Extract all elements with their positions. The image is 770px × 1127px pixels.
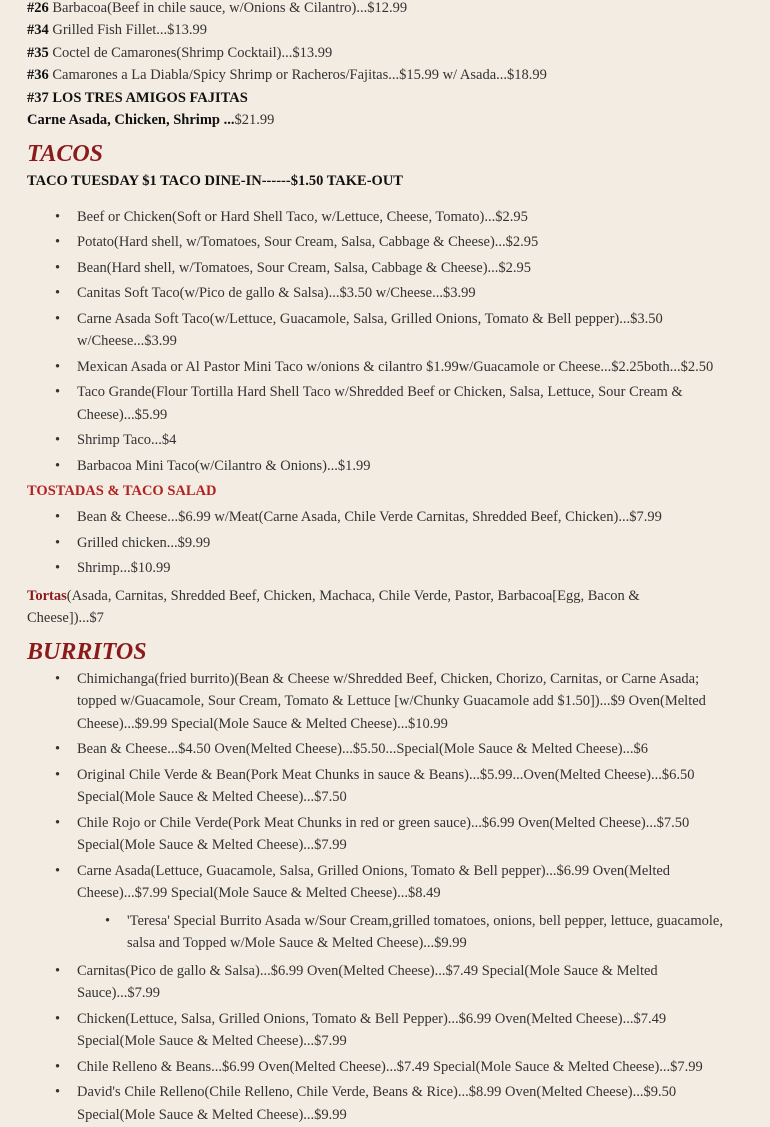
list-item: • Chimichanga(fried burrito)(Bean & Cheese w/Shredded Beef, Chicken, Chorizo, Carnitas, or Carne Asada; topped w/Guacamole, Sour Cream, Tomato & Lettuce [w/Chunky Guacamole add $1.50])...$9 Oven(Melted Cheese)...$9.99 Special(Mole Sauce & Melted Cheese)...$10.99 [77, 668, 770, 736]
list-item: • Carne Asada Soft Taco(w/Lettuce, Guacamole, Salsa, Grilled Onions, Tomato & Bell pepper)...$3.50 w/Cheese...$3.99 [77, 308, 770, 353]
list-item: • Shrimp...$10.99 [77, 557, 770, 580]
list-item: • Bean & Cheese...$4.50 Oven(Melted Cheese)...$5.50...Special(Mole Sauce & Melted Cheese)...$6 [77, 738, 770, 761]
menu-item-34: #34 Grilled Fish Fillet...$13.99 [27, 22, 208, 38]
list-item: • Chile Relleno & Beans...$6.99 Oven(Melted Cheese)...$7.49 Special(Mole Sauce & Melted Cheese)...$7.99 [77, 1056, 770, 1079]
list-item: • Potato(Hard shell, w/Tomatoes, Sour Cream, Salsa, Cabbage & Cheese)...$2.95 [77, 231, 770, 254]
burritos-list-continued [27, 960, 770, 1127]
list-item: • Bean & Cheese...$6.99 w/Meat(Carne Asada, Chile Verde Carnitas, Shredded Beef, Chicken)...$7.99 [77, 506, 770, 529]
menu-item-35: #35 Coctel de Camarones(Shrimp Cocktail)...$13.99 [27, 44, 333, 61]
tostadas-list [27, 506, 770, 580]
burritos-heading: BURRITOS [27, 638, 147, 665]
list-item: • Original Chile Verde & Bean(Pork Meat Chunks in sauce & Beans)...$5.99...Oven(Melted Cheese)...$6.50 Special(Mole Sauce & Melted Cheese)...$7.50 [77, 764, 770, 809]
tacos-list [27, 206, 770, 478]
list-item: • David's Chile Relleno(Chile Relleno, Chile Verde, Beans & Rice)...$8.99 Oven(Melted Cheese)...$9.50 Special(Mole Sauce & Melted Cheese)...$9.99 [77, 1081, 770, 1126]
tostadas-heading: TOSTADAS & TACO SALAD [27, 483, 217, 499]
list-item: • Mexican Asada or Al Pastor Mini Taco w/onions & cilantro $1.99w/Guacamole or Cheese...$2.25both...$2.50 [77, 356, 770, 379]
burritos-list [27, 668, 770, 905]
list-item: • Chicken(Lettuce, Salsa, Grilled Onions, Tomato & Bell Pepper)...$6.99 Oven(Melted Cheese)...$7.49 Special(Mole Sauce & Melted Cheese)...$7.99 [77, 1008, 770, 1053]
menu-item-26: #26 Barbacoa(Beef in chile sauce, w/Onions & Cilantro)...$12.99 [27, 0, 408, 16]
burritos-nested-list [27, 910, 770, 955]
taco-tuesday-promo: TACO TUESDAY $1 TACO DINE-IN------$1.50 TAKE-OUT [27, 172, 403, 189]
list-item: • Taco Grande(Flour Tortilla Hard Shell Taco w/Shredded Beef or Chicken, Salsa, Lettuce, Sour Cream & Cheese)...$5.99 [77, 381, 770, 426]
tacos-heading: TACOS [27, 140, 104, 167]
list-item: • Canitas Soft Taco(w/Pico de gallo & Salsa)...$3.50 w/Cheese...$3.99 [77, 282, 770, 305]
fajitas-desc: Carne Asada, Chicken, Shrimp ...$21.99 [27, 112, 275, 128]
list-item: • Beef or Chicken(Soft or Hard Shell Taco, w/Lettuce, Cheese, Tomato)...$2.95 [77, 206, 770, 229]
list-item: • Grilled chicken...$9.99 [77, 532, 770, 555]
list-item: • Chile Rojo or Chile Verde(Pork Meat Chunks in red or green sauce)...$6.99 Oven(Melted Cheese)...$7.50 Special(Mole Sauce & Melted Cheese)...$7.99 [77, 812, 770, 857]
fajitas-title: #37 LOS TRES AMIGOS FAJITAS [27, 89, 248, 106]
menu-item-36: #36 Camarones a La Diabla/Spicy Shrimp or Racheros/Fajitas...$15.99 w/ Asada...$18.99 [27, 67, 547, 83]
list-item: • Bean(Hard shell, w/Tomatoes, Sour Cream, Salsa, Cabbage & Cheese)...$2.95 [77, 257, 770, 280]
top-items [27, 0, 770, 132]
tortas-label: Tortas [27, 587, 67, 604]
list-item: • Shrimp Taco...$4 [77, 429, 770, 452]
list-item: • Barbacoa Mini Taco(w/Cilantro & Onions)...$1.99 [77, 455, 770, 478]
list-item: • 'Teresa' Special Burrito Asada w/Sour Cream,grilled tomatoes, onions, bell pepper, lettuce, guacamole, salsa and Topped w/Mole Sauce & Melted Cheese)...$9.99 [127, 910, 770, 955]
tortas-desc: (Asada, Carnitas, Shredded Beef, Chicken, Machaca, Chile Verde, Pastor, Barbacoa[Egg, Bacon & Cheese])...$7 [27, 587, 640, 626]
list-item: • Carnitas(Pico de gallo & Salsa)...$6.99 Oven(Melted Cheese)...$7.49 Special(Mole Sauce & Melted Sauce)...$7.99 [77, 960, 770, 1005]
list-item: • Carne Asada(Lettuce, Guacamole, Salsa, Grilled Onions, Tomato & Bell pepper)...$6.99 Oven(Melted Cheese)...$7.99 Special(Mole Sauce & Melted Cheese)...$8.49 [77, 860, 770, 905]
tortas-line [27, 585, 770, 630]
